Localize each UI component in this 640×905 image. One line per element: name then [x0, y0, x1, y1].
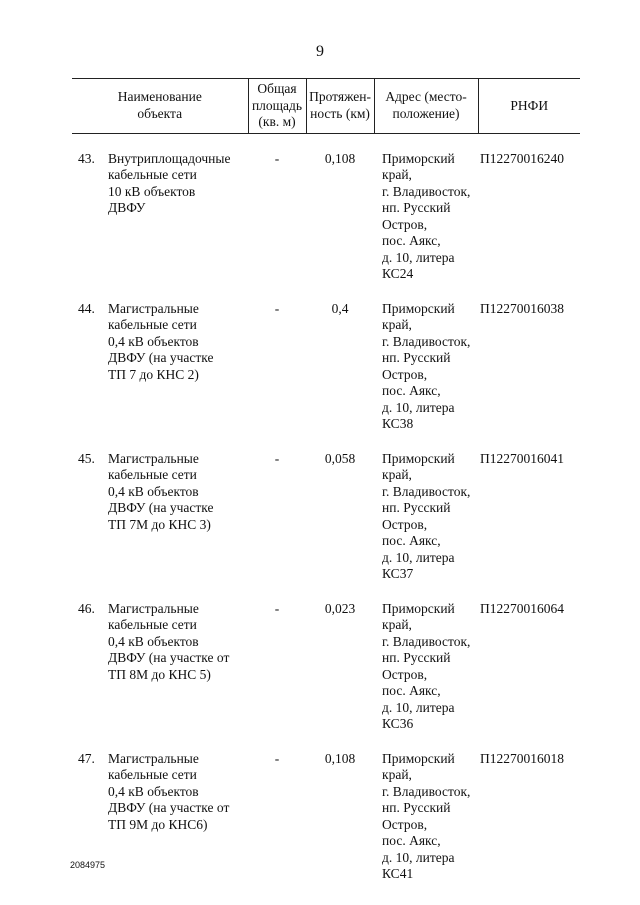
- row-number: 47.: [78, 750, 95, 766]
- object-address-line: нп. Русский: [382, 800, 451, 815]
- object-address-line: г. Владивосток,: [382, 783, 471, 799]
- object-address-line: Приморский: [382, 150, 455, 166]
- object-address-line: Остров,: [382, 666, 428, 682]
- object-name: [104, 301, 248, 451]
- object-address-line: Остров,: [382, 216, 428, 232]
- object-address-line: край,: [382, 617, 412, 632]
- object-name-line: кабельные сети: [108, 467, 197, 482]
- object-name-line: Магистральные: [108, 750, 199, 766]
- object-name-line: Внутриплощадочные: [108, 150, 231, 166]
- object-name-line: ДВФУ (на участке: [108, 350, 214, 365]
- object-name-line: Магистральные: [108, 600, 199, 616]
- object-name-line: 10 кВ объектов: [108, 183, 196, 199]
- object-area: -: [274, 150, 280, 166]
- object-address-line: КС37: [382, 566, 414, 581]
- object-address-line: Приморский: [382, 600, 455, 616]
- object-rnfi: П12270016240: [480, 150, 565, 166]
- object-name-line: кабельные сети: [108, 617, 197, 632]
- object-address-line: Остров,: [382, 516, 428, 532]
- row-number: 46.: [78, 600, 95, 616]
- object-name-line: ДВФУ: [108, 200, 146, 215]
- object-address-line: пос. Аякс,: [382, 533, 441, 548]
- objects-table: [72, 78, 580, 901]
- object-address-line: КС36: [382, 716, 414, 731]
- object-name: [104, 451, 248, 601]
- header-line: площадь: [251, 97, 303, 113]
- object-length: 0,023: [324, 600, 356, 616]
- object-address-line: д. 10, литера: [382, 849, 455, 865]
- object-name-line: ДВФУ (на участке от: [108, 800, 230, 815]
- object-address-line: д. 10, литера: [382, 249, 455, 265]
- object-name-line: кабельные сети: [108, 317, 197, 332]
- object-length: 0,108: [324, 150, 356, 166]
- footer-code: 2084975: [70, 860, 106, 870]
- table-row: [72, 133, 580, 301]
- object-address-line: пос. Аякс,: [382, 383, 441, 398]
- object-area: -: [274, 450, 280, 466]
- object-area: -: [274, 600, 280, 616]
- object-address-line: Остров,: [382, 816, 428, 832]
- header-line: Общая: [257, 81, 297, 96]
- object-address-line: КС24: [382, 266, 414, 281]
- row-number: 43.: [78, 150, 95, 166]
- object-address-line: край,: [382, 317, 412, 332]
- header-rnfi: [478, 79, 580, 134]
- header-line: Адрес (место-: [385, 89, 467, 105]
- object-name-line: 0,4 кВ объектов: [108, 333, 199, 349]
- object-name-line: ДВФУ (на участке от: [108, 650, 230, 665]
- object-address-line: д. 10, литера: [382, 699, 455, 715]
- object-name-line: Магистральные: [108, 450, 199, 466]
- object-address-line: нп. Русский: [382, 650, 451, 665]
- object-address: [374, 301, 478, 451]
- header-name: [72, 79, 248, 134]
- object-address-line: нп. Русский: [382, 500, 451, 515]
- object-length: 0,4: [331, 300, 349, 316]
- object-name-line: ТП 7 до КНС 2): [108, 366, 199, 382]
- object-name-line: Магистральные: [108, 300, 199, 316]
- object-name-line: ТП 9М до КНС6): [108, 816, 208, 832]
- object-rnfi: П12270016038: [480, 300, 565, 316]
- object-name-line: 0,4 кВ объектов: [108, 633, 199, 649]
- object-name-line: кабельные сети: [108, 767, 197, 782]
- object-address-line: д. 10, литера: [382, 549, 455, 565]
- object-area: -: [274, 300, 280, 316]
- page-number: 9: [316, 43, 324, 60]
- object-address-line: нп. Русский: [382, 350, 451, 365]
- object-name: [104, 133, 248, 301]
- object-address: [374, 451, 478, 601]
- object-address-line: край,: [382, 167, 412, 182]
- object-name: [104, 751, 248, 901]
- header-line: объекта: [137, 105, 183, 121]
- header-line: Протяжен-: [309, 89, 371, 105]
- row-number: 44.: [78, 300, 95, 316]
- object-address-line: КС41: [382, 866, 414, 881]
- table-row: [72, 451, 580, 601]
- object-address-line: пос. Аякс,: [382, 683, 441, 698]
- header-line: РНФИ: [510, 97, 549, 113]
- object-address-line: д. 10, литера: [382, 399, 455, 415]
- object-address-line: Приморский: [382, 750, 455, 766]
- header-line: (кв. м): [258, 114, 296, 129]
- object-address-line: край,: [382, 767, 412, 782]
- header-line: ность (км): [310, 105, 370, 121]
- object-address: [374, 133, 478, 301]
- object-address-line: КС38: [382, 416, 414, 431]
- table-header-row: [72, 79, 580, 134]
- object-address-line: г. Владивосток,: [382, 483, 471, 499]
- object-address-line: край,: [382, 467, 412, 482]
- object-address: [374, 601, 478, 751]
- object-name-line: 0,4 кВ объектов: [108, 483, 199, 499]
- object-rnfi: П12270016018: [480, 750, 565, 766]
- object-name: [104, 601, 248, 751]
- object-address-line: нп. Русский: [382, 200, 451, 215]
- object-address-line: г. Владивосток,: [382, 633, 471, 649]
- object-name-line: ТП 7М до КНС 3): [108, 516, 211, 532]
- table-body: [72, 133, 580, 901]
- object-address-line: пос. Аякс,: [382, 833, 441, 848]
- object-address: [374, 751, 478, 901]
- object-rnfi: П12270016064: [480, 600, 565, 616]
- table-row: [72, 301, 580, 451]
- header-area: [248, 79, 306, 134]
- object-name-line: 0,4 кВ объектов: [108, 783, 199, 799]
- row-number: 45.: [78, 450, 95, 466]
- object-name-line: ТП 8М до КНС 5): [108, 666, 211, 682]
- object-length: 0,058: [324, 450, 356, 466]
- header-address: [374, 79, 478, 134]
- object-address-line: Приморский: [382, 300, 455, 316]
- header-line: положение): [392, 105, 460, 121]
- header-length: [306, 79, 374, 134]
- object-address-line: пос. Аякс,: [382, 233, 441, 248]
- object-name-line: кабельные сети: [108, 167, 197, 182]
- header-line: Наименование: [117, 89, 202, 105]
- object-rnfi: П12270016041: [480, 450, 565, 466]
- table-row: [72, 751, 580, 901]
- table-row: [72, 601, 580, 751]
- object-address-line: г. Владивосток,: [382, 333, 471, 349]
- object-address-line: Приморский: [382, 450, 455, 466]
- object-address-line: г. Владивосток,: [382, 183, 471, 199]
- object-name-line: ДВФУ (на участке: [108, 500, 214, 515]
- object-address-line: Остров,: [382, 366, 428, 382]
- object-area: -: [274, 750, 280, 766]
- object-length: 0,108: [324, 750, 356, 766]
